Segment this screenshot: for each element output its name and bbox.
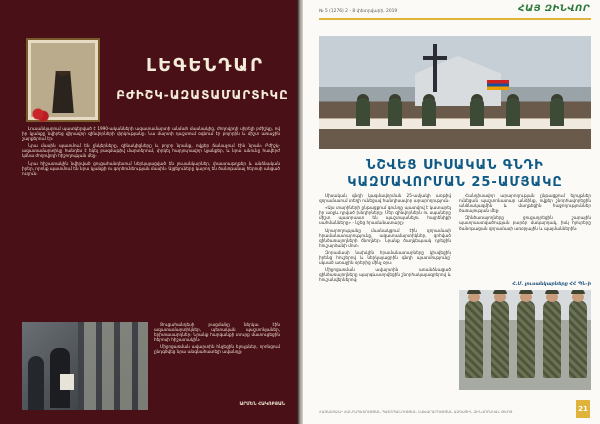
article-column-1 <box>319 193 451 405</box>
body-paragraph: Նրա հիշատակին նվիրված ցուցահանդեսում ներկայացված են լուսանկարներ, փաստաթղթեր և անձնական իրեր, որոնք պատմում են նրա կյանքի ու գործունեության մասին։ Այցելուները կարող են ծանոթանալ հերոսի անցած ուղուն։ <box>22 160 280 176</box>
soldier-figure <box>517 300 535 378</box>
body-paragraph: Սիսական գնդի կազմավորման 25-ամյակի առթիվ զորամասում տեղի ունեցավ հանդիսավոր արարողություն։ <box>319 193 451 204</box>
visitor-figure <box>28 356 44 410</box>
article-body <box>22 126 280 322</box>
body-paragraph: Նրա մասին պատմում են ընկերները, զինակիցները և բոլոր նրանք, ովքեր ճանաչում էին նրան։ Բժիշկ-ազատամարտիկը հանդես է եկել բազմաթիվ մարտերում, փրկել հարյուրավոր կյանքեր, և նրա անունը հավերժ կմնա ժողովրդի հիշողության մեջ։ <box>22 143 280 159</box>
framed-portrait-photo <box>28 40 98 120</box>
magazine-logo: ՀԱՅ ԶԻՆՎՈՐ <box>518 4 590 14</box>
exhibition-wall <box>78 322 148 410</box>
body-paragraph: «Այս տարիների ընթացքում գունդը պատվով է կատարել իր առջև դրված խնդիրները։ Մեր զինվորներն ու սպաները միշտ պատրաստ են պաշտպանելու հայրենիքի սահմանները» - նշեց հրամանատարը։ <box>319 205 451 226</box>
article-author: ԱՐՄԵՆ ՀԱԿՈԲՅԱՆ <box>239 402 285 407</box>
article-title-line2: ԿԱԶՄԱՎՈՐՄԱՆ 25-ԱՄՅԱԿԸ <box>347 175 563 190</box>
body-paragraph: Զորամասի նախկին հրամանատարները կիսվեցին իրենց հուշերով և ներկայացրին գնդի պատմությունը՝ սկսած առաջին օրերից մինչ օրս։ <box>319 249 451 266</box>
header-rule <box>319 18 591 20</box>
soldier-figure <box>543 300 561 378</box>
article-title-line1: ՆՇՎԵՑ ՍԻՍԱԿԱՆ ԳՆԴԻ <box>366 158 544 173</box>
ceremony-photo <box>319 36 591 149</box>
page-footer: ՀԱՅԱՍՏԱՆԻ ՀԱՆՐԱՊԵՏՈՒԹՅԱՆ ՊԱՇՏՊԱՆՈՒԹՅԱՆ ՆԱԽԱՐԱՐՈՒԹՅԱՆ ԱԶԳԱՅԻՆ ԶԻՆՎՈՐԱԿԱՆ ԹԵՐԹ <box>319 410 513 414</box>
body-paragraph: Զինծառայողները ցուցադրեցին շարային պատրաստվածության բարձր մակարդակ, իսկ հյուրերը ծանոթացան զորամասի առօրյային և պայմաններին։ <box>459 215 591 231</box>
right-page <box>303 0 600 424</box>
cross-icon-bar <box>423 56 447 60</box>
officer-figure <box>422 98 436 126</box>
body-paragraph: Միջոցառման ավարտին հնչեցին ելույթներ, որոնցում ընդգծվեց նրա անգնահատելի ավանդը։ <box>154 344 280 355</box>
page-number: 21 <box>576 400 590 418</box>
article-side-text <box>154 322 280 402</box>
article-title-line1: ԼԵԳԵՆԴԱՐ <box>145 55 265 76</box>
officer-figure <box>506 98 520 126</box>
body-paragraph: Լուսանկարում պատկերված է 1990-ականների ազատամարտի անմահ մասնակից, ժողովրդի սիրելի բժիշկը, ով իր կյանքը նվիրեց վիրավոր զինվորների փրկությանը։ Նա մարտի դաշտում օգնում էր բոլորին և միշտ առաջին շարքերում էր։ <box>22 126 280 142</box>
body-paragraph: Արարողությանը մասնակցում էին զորամասի հրամանատարությունը, ազատամարտիկներ, զոհված զինծառայողների ծնողներ։ Նրանք ծաղկեպսակ դրեցին հուշարձանի մոտ։ <box>319 227 451 248</box>
soldier-figure <box>491 300 509 378</box>
red-flowers <box>25 103 51 125</box>
officer-figure <box>470 98 484 126</box>
body-paragraph: Միջոցառման ավարտին առանձնացած զինծառայողները պարգևատրվեցին շնորհակալագրերով և հուշանվերներով։ <box>319 267 451 283</box>
soldier-figure <box>465 300 483 378</box>
article-column-2 <box>459 193 591 279</box>
visitor-bag <box>60 374 74 390</box>
soldiers-photo <box>459 290 591 390</box>
officer-figure <box>550 98 564 126</box>
body-paragraph: Հանդիսավոր արարողության ընթացքում ելույթներ ունեցան պաշտոնատար անձինք, ովքեր շնորհավորեցին անձնակազմին և մաղթեցին հաջողություններ ծառայության մեջ։ <box>459 193 591 214</box>
body-paragraph: Ցուցահանդեսի բացմանը ներկա էին ազատամարտիկներ, պետական պաշտոնյաներ, երիտասարդներ։ Նրանք հարգանքի տուրք մատուցեցին հերոսի հիշատակին։ <box>154 322 280 343</box>
soldier-figure <box>569 300 587 378</box>
photo-caption: Հ.Մ. լուսանկարները ՀՀ ՊՆ-ի <box>512 282 591 287</box>
exhibition-photo <box>22 322 148 410</box>
cross-icon <box>433 44 437 92</box>
officer-figure <box>356 98 370 126</box>
issue-header: № 5 (1276) 2 - 8 փետրվարի, 2019 <box>319 9 398 14</box>
left-page <box>0 0 297 424</box>
flag-icon <box>487 80 509 90</box>
officer-figure <box>388 98 402 126</box>
article-title-line2: ԲԺԻՇԿ-ԱԶԱՏԱՄԱՐՏԻԿԸ <box>116 88 289 102</box>
